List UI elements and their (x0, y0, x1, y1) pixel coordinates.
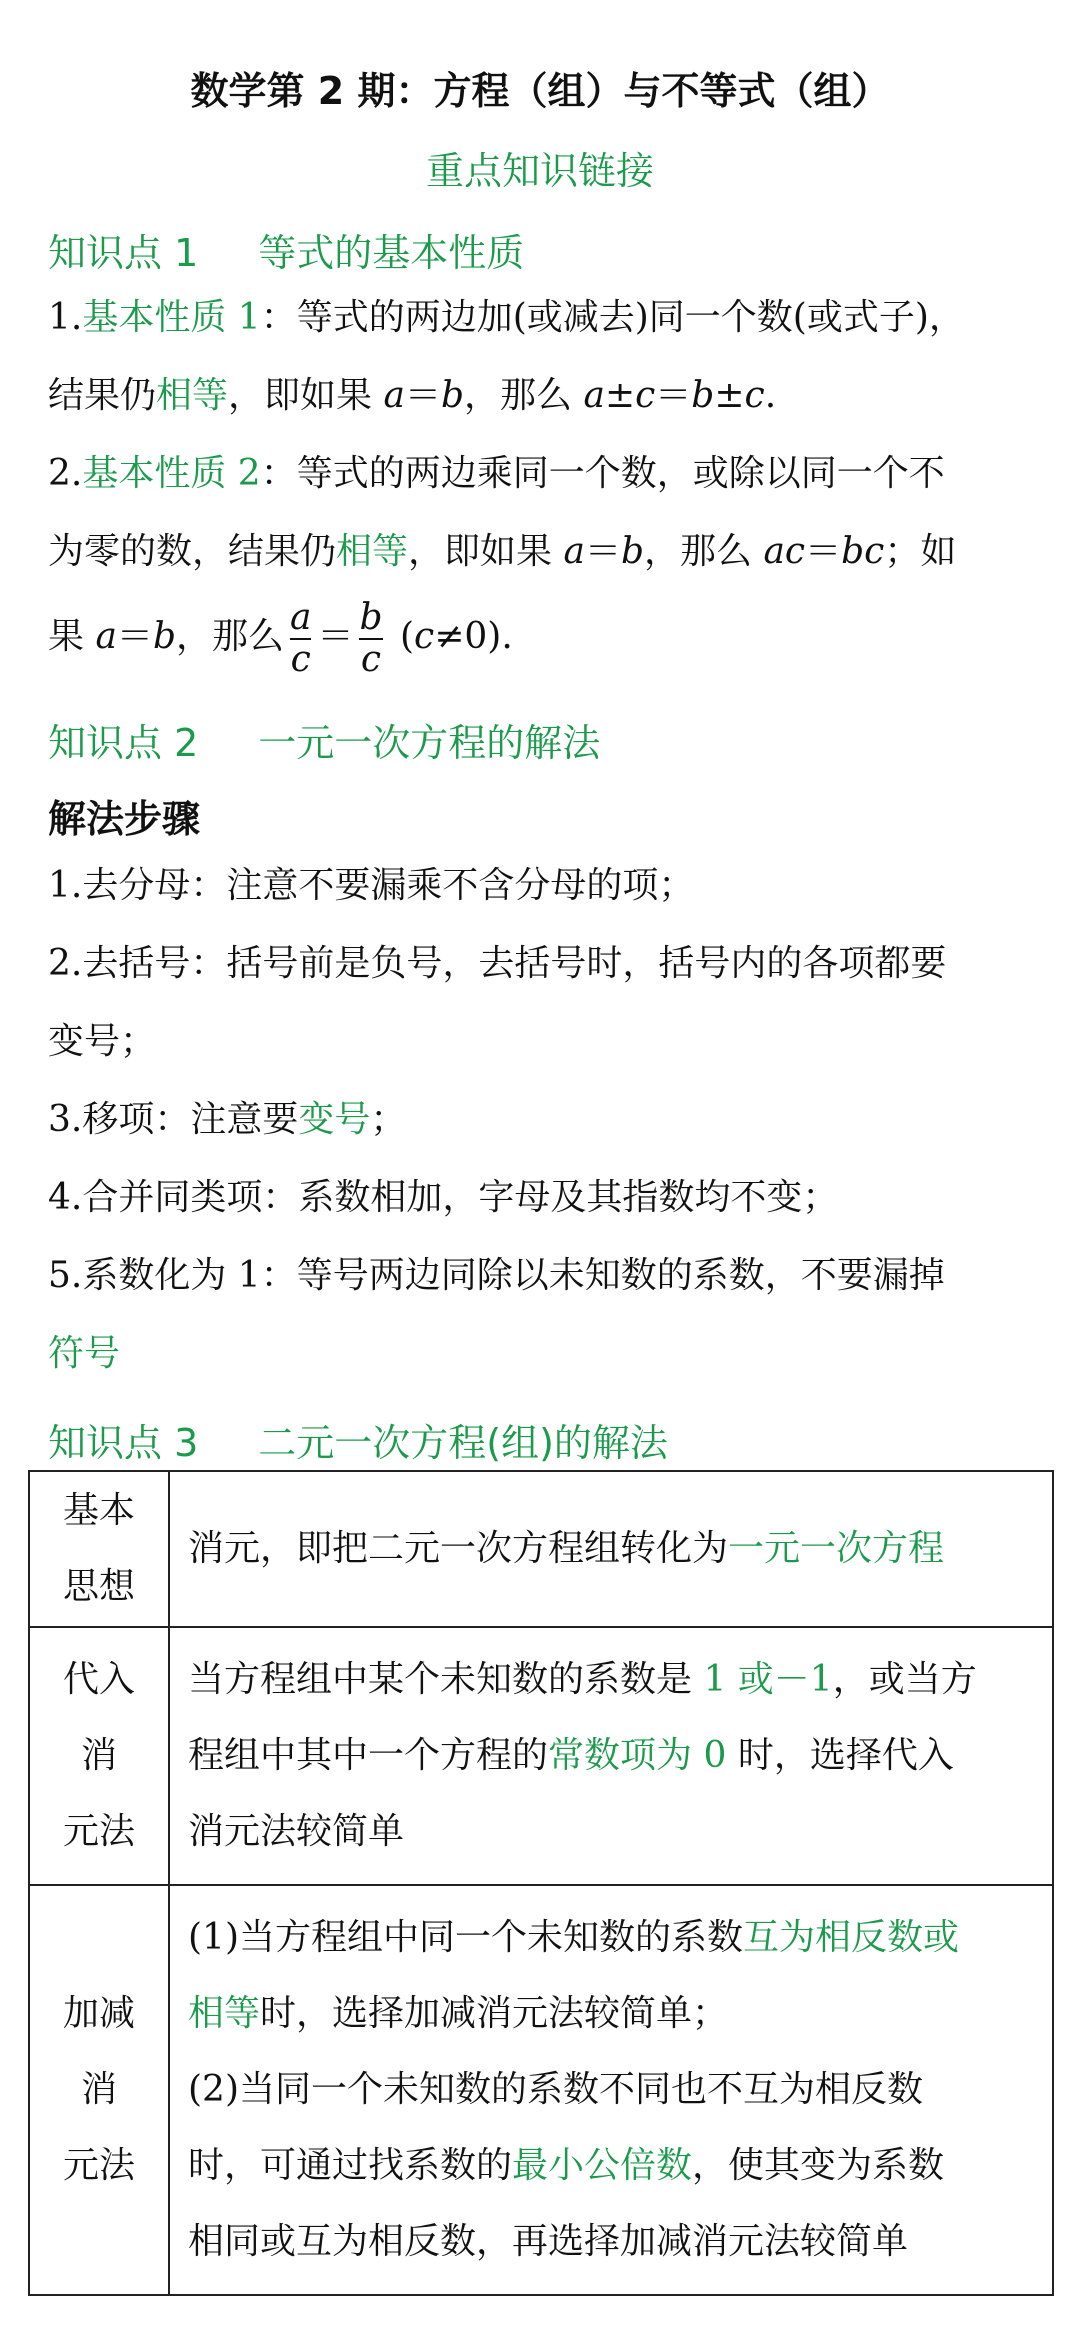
kp-number: 知识点 3 (48, 1421, 199, 1465)
table-row (29, 1627, 1053, 1885)
page-title: 数学第 2 期：方程（组）与不等式（组） (190, 69, 890, 113)
kp-number: 知识点 2 (48, 721, 199, 765)
property-1-line-2: 结果仍相等，即如果 a＝b，那么 a±c＝b±c. (48, 375, 777, 416)
step-2-line-2: 变号； (48, 1021, 157, 1062)
row-content-basic-idea: 消元，即把二元一次方程组转化为一元一次方程 (169, 1471, 1053, 1627)
step-5-line-1: 5.系数化为 1：等号两边同除以未知数的系数，不要漏掉 (48, 1255, 945, 1296)
kp-name: 一元一次方程的解法 (258, 721, 601, 765)
property-2-line-1: 2.基本性质 2：等式的两边乘同一个数，或除以同一个不 (48, 453, 945, 494)
keyword: 变号 (298, 1099, 371, 1140)
fraction-b-over-c: $\frac{b}{c}$ (359, 597, 383, 680)
keyword: 相等 (156, 375, 229, 416)
step-1: 1.去分母：注意不要漏乘不含分母的项； (48, 865, 695, 906)
kp-name: 二元一次方程(组)的解法 (258, 1421, 668, 1465)
section-subtitle: 重点知识链接 (425, 149, 654, 193)
row-content-elimination: (1)当方程组中同一个未知数的系数互为相反数或 相等时，选择加减消元法较简单； (2)当同一个未知数的系数不同也不互为相反数 时，可通过找系数的最小公倍数，使其变为系数 相同或互为相反数，再选择加减消元法较简单 (169, 1885, 1053, 2295)
row-header-substitution: 代入 消 元法 (29, 1627, 169, 1885)
property-1-line-1: 1.基本性质 1：等式的两边加(或减去)同一个数(或式子)， (48, 297, 965, 338)
keyword: 最小公倍数 (512, 2145, 693, 2186)
knowledge-point-1-heading (48, 222, 524, 277)
keyword: 一元一次方程 (728, 1528, 945, 1569)
property-2-line-2: 为零的数，结果仍相等，即如果 a＝b，那么 ac＝bc；如 (48, 531, 957, 572)
step-5-line-2: 符号 (48, 1333, 121, 1374)
table-row (29, 1885, 1053, 2295)
row-header-basic-idea: 基本 思想 (29, 1471, 169, 1627)
methods-table (28, 1470, 1054, 2296)
steps-heading: 解法步骤 (48, 797, 201, 841)
table-row (29, 1471, 1053, 1627)
keyword: 相等 (336, 531, 409, 572)
keyword: 1 或－1 (703, 1659, 833, 1700)
kp-name: 等式的基本性质 (258, 231, 525, 275)
property-2-line-3: 果 a＝b，那么 $\frac{a}{c}$ ＝ $\frac{b}{c}$ (c≠0). (48, 597, 513, 680)
fraction-a-over-c: $\frac{a}{c}$ (290, 597, 312, 680)
keyword: 互为相反数或 (743, 1917, 960, 1958)
step-3: 3.移项：注意要变号； (48, 1099, 407, 1140)
knowledge-point-3-heading (48, 1412, 668, 1467)
kp-number: 知识点 1 (48, 231, 199, 275)
keyword: 相等 (188, 1993, 261, 2034)
step-4: 4.合并同类项：系数相加，字母及其指数均不变； (48, 1177, 839, 1218)
row-header-elimination: 加减 消 元法 (29, 1885, 169, 2295)
knowledge-point-2-heading (48, 712, 600, 767)
row-content-substitution: 当方程组中某个未知数的系数是 1 或－1，或当方 程组中其中一个方程的常数项为 0 时，选择代入 消元法较简单 (169, 1627, 1053, 1885)
keyword: 基本性质 2 (82, 453, 261, 494)
keyword: 基本性质 1 (82, 297, 261, 338)
keyword: 常数项为 0 (548, 1735, 727, 1776)
step-2-line-1: 2.去括号：括号前是负号，去括号时，括号内的各项都要 (48, 943, 947, 984)
